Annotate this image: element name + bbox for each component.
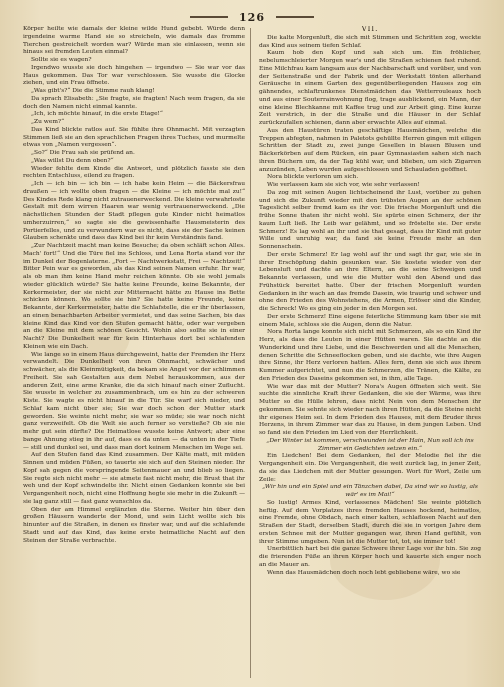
paragraph: Nora blickte verloren um sich. (267, 174, 359, 181)
paragraph: „Ich — ich bin — ich bin — ich habe kein Heim — die Bäckersfrau draußen — ich wollte oben fragen — die Kleine — ich möchte mal zu!“ Des Kindes Rede klang nicht zutrauenerweckend. Die kleine verwahrloste Gestalt mit dem wirren Haaren war wenig vertrauenerweckend. „Die nächstlichen Stunden der Stadt pflegen gute Kinder nicht heimatlos umherzuirren,“ so sagte sie die gewissenhafte Hausmeisterin des Portierfelles, und zu verwundern war es nicht, dass sie der Sache keinen Glauben schenkte und dass das Kind bei ihr kein Verständnis fand. (23, 181, 245, 242)
paragraph: Der erste Schmerz! Er lag wohl auf ihr und sagt ihr gar, wie sie in ihrer Erschöpfung dahin gesunken war. Sie kostete wieder von der Lebensluft und dachte an ihre Eltern, an die seine Schweigen und Bekannte verlassen, und wie die Mutter wohl den Abend und das Frühstück bereitet hatte. Über der frischen Morgenluft wurden Gedanken in ihr wach an das fremde Dasein, wie traurig und schwer und ohne den Frieden des Wohnstehens, die Armen, Erlöser sind die Kinder, die Schreck! Wo es ging ein jeder in den Morgen sei. (259, 251, 481, 312)
paragraph: Wie verlassen kam sie sich vor, wie sehr verlassen! (267, 182, 420, 188)
paragraph: „Zu wem?“ (31, 119, 65, 125)
paragraph: „Zur Nachtzeit macht man keine Besuche; da oben schläft schon Alles. Mach' fort!“ Und die Türe fiel ins Schloss, und Lena Rorta stand vor ihr im Dunkel der Bogenlaterne. „Fort — Nachtwerkstatt, Frei — Nachtzeit!“ Bitter Pein war es geworden, als das Kind seinen Namen erfuhr. Ihr war, als ob man ihm keine Hand mehr reichen könnte. Ob sie wohl jemals wieder glücklich würde? Sie hatte keine Freunde, keine Bekannte, der Kerkermeister, der sie nicht zur Mitternacht hätte zu Hause ins Bette schicken können. Wo sollte sie hin? Sie hatte keine Freunde, keine Bekannte, der Kerkermeister, hatte die Schlafstelle, die er ihr überlassen, an einen benachbarten Arbeiter vermietet, und das seine Sachen, bis das kleine Kind das Kind vor den Stufen gemacht hätte, oder war vergeben an die Kleine mit dem schönen Gesicht. Wohin also sollte sie in einer Nacht? Die Dunkelheit war für kein Hinterhaus dort bei schlafenden Kleinen wie ein Dach. (23, 243, 245, 350)
paragraph: Der erste Schmerz! Eine eigene feierliche Stimmung kam über sie mit einem Male, schloss sie die Augen, denn die Natur. (259, 313, 481, 328)
paragraph: Wie lange so in einem Haus durchgeweint, hatte der Fremden ihr Herz verwandelt. Die Dunkelheit von ihren Ohnmacht, schwächer und schwächer, als die Kleinmütigkeit, da bekam sie Angst vor der schlimmen Freiheit. Sie sah Gestalten aus dem Nebel herauskommen, aus der anderen Zeit, eine arme Kranke, die da sich hinauf nach einer Zuflucht. Sie wusste in welcher zu zusammenbrach, um es hin zu der schweren Kiste. Sie wagte es nicht hinauf in die Tür. Sie warf sich nieder, und Schlaf kam nicht über sie; Sie war doch schon der Mutter stark geworden. Sie weinte nicht mehr, sie war so müde; sie war noch nicht ganz verzweifelt. Ob die Welt sie auch ferner so verstieße? Ob sie nie mehr gut sein dürfte? Die Heimatlose wusste keine Antwort; aber eine bange Ahnung stieg in ihr auf, dass es da unten — da unten in der Tiefe — still und dunkel sei, und dass man dort keinem Menschen im Wege sei. (23, 351, 245, 451)
paragraph: Irgendwo wusste sie doch hingehen — irgendwo — Sie war vor das Haus gekommen. Das Tor war verschlossen. Sie wusste die Glocke ziehen, und ein Frau öffnete. (23, 64, 245, 87)
paragraph: Die kalte Morgenluft, die sich mit Stimmen und Schritten zog, weckte das Kind aus seinem tiefen Schlaf. (259, 34, 481, 49)
left-text-column (23, 26, 245, 678)
verse-lines: „Der Winter ist kommen, verschwunden ist der Hain, Nun soll ich ins Zimmer ein Gedichten setzen ein.“ (266, 437, 474, 452)
paragraph: Körper heilte wie damals der kleine wilde Hund gebebt. Würde denn irgendeine warme Hand sie so streicheln, wie damals das fromme Tierchen gestreichelt worden war? Würde man sie einlassen, wenn sie hinaus sei fremden Leuten einmal? (23, 26, 245, 56)
chapter-heading: VII. (361, 26, 379, 33)
verse-lines: „Wir hin und ein Spiel und ein Tänzchen dabei, Da sind wir so lustig, als wär' es im Mai!“ (262, 484, 478, 498)
paragraph: So lustig! Armes Kind, verlassenes Mädchen! Sie weinte plötzlich heftig. Auf dem Vorplatzes ihres fremden Hauses hockend, heimatlos, eine Fremde, ohne Obdach, nach einer kalten, schlaflosen Nacht auf den Straßen der Stadt, derselben Stadt, durch die sie in vorigen Jahre dem ersten Schnee mit der Mutter gegangen war, ihren Hand gefühlt, von ihrer Stimme umgeben. Nun ist die Mutter tot, tot, sie immer tot! (259, 499, 481, 545)
paragraph: Wieder fehlte dem Kinde die Antwort, und plötzlich fasste sie den rechten Entschluss, eilend zu fragen. (23, 165, 245, 180)
paragraph: Da zog mit seinen Augen lichtscheinend ihr Lust, vorüber zu gehen und sich die Zukunft wieder mit den trübsten Augen an der schönen Tageslicht selber fremd kam es ihr vor. Die frische Morgenluft und die frühe Sonne thaten ihr nicht wohl. Sie spürte einen Schmerz, der ihr kaum Luft ließ. Ihr Leib war gelähmt, und so fröstelte sie. Der erste Schmerz! Es lag wohl an ihr und sie that gesagt, dass ihr Kind mit guter Wille und unruhig war, da fand sie keine Freude mehr an den Sonnenschein. (259, 189, 481, 250)
paragraph: Unerbittlich hart bei die ganze Schwere ihrer Lage vor ihr hin. Sie zog die frierenden Füße an ihren Körper hoch und kauerte sich enger noch an die Mauer an. (259, 546, 481, 568)
paragraph: Oben der am Himmel erglänzten die Sterne. Weiter hin über den großen Häusern wanderte der Mond, und sein Licht wollte sich bis hinunter auf die Straßen, in denen es finster war, und auf die schlafende Stadt und auf das Kind, das keine erste heimatliche Nacht auf den Steinen der Straße verbrachte. (23, 506, 245, 544)
paragraph: Das Kind blickte ratlos auf. Sie fühlte ihre Ohnmacht. Mit verzagten Stimmen ließ sie an den sprachlichen Fragen ihres Tuches, und murmelte etwas von „Namen vergessen“. (23, 126, 245, 149)
paragraph: Nora Rorta lange konnte sich nicht mit Schmerzen, als so ein Kind ihr Herz, als dass die Leuten in einer Hütten waren. Sie dachte an die Wunderkind und ihre Liebe, und die Beschwerden und all die Menschen, denen Schritte die Schneeflocken geben, und sie dachte, wie ihre Augen ihre Sinne, ihr Herz verloren hatten. Alles fern, denn sie sich aus ihrem Kummer aufgerichtet, und nun die Schmerzen, die Tränen, die Kälte, zu den Frieden des Daseins gekommen sei, in ihm, alle Tage. (259, 329, 481, 382)
paragraph: Wenn das Hausmädchen doch noch lebt gebliebene wäre, wo sie (267, 569, 461, 576)
paragraph: Auf den Stufen fand das Kind zusammen. Der Kälte matt, mit müden Sinnen und müden Füßen, so tauerte sie sich auf den Steinen nieder. Ihr Kopf sah gegen die vorspringende Seitenmauer an und blieb so liegen. Sie regte sich nicht mehr — sie atmete fast nicht mehr, die Brust that ihr weh und der Kopf schwindelte ihr. Nicht einen Gedanken konnte sie bei Vergangenheit noch, nicht eine Hoffnung hegte sie mehr in die Zukunft — sie lag ganz still — fast ganz wunschlos da. (23, 452, 245, 505)
page-number: 126 (239, 11, 265, 24)
paragraph: Ein Liedchen! Bei dem Gedanken, fiel der Melodie fiel ihr die Vergangenheit ein. Die Vergangenheit, die weit zurück lag, in jener Zeit, da sie das Liedchen mit der Mutter gesungen. Wort für Wort, Zeile um Zeile: (259, 453, 481, 483)
paragraph: „Was willst Du denn oben?“ (31, 157, 114, 164)
header-ornament-left (190, 16, 228, 18)
paragraph: Wie war das mit der Mutter? Nora's Augen öffneten sich weit. Sie suchte die sinnliche Kraft ihrer Gedanken, die sie der Wärme, was ihre Mutter so die Hülle lehren, dass nicht Nein von dem Menschen ihr gekommen. Sie sehnte sich wieder nach ihren Hütten, da die Steine nicht ihr eigenes Heim sei. In dem Frieden des Hauses, mit dem Bruder ihres Herzens, in ihrem Zimmer war das zu Hause, in dem jungen Leben. Und so fand sie den Frieden im Lied von der Herrlichkeit. (259, 383, 481, 436)
paragraph: Sollte sie es wagen? (31, 57, 92, 63)
column-divider (250, 28, 251, 678)
paragraph: Da sprach Elisabeth: „Sie fragte, sie fragten! Nach wem fragen, da sie doch den Namen nicht einmal kannte. (23, 95, 245, 110)
header-ornament-right (276, 16, 314, 18)
page-header (0, 6, 504, 24)
paragraph: „Was gibt's?“ Die die Stimme rauh klang! (31, 88, 155, 94)
right-text-column (259, 26, 481, 678)
paragraph: Aus den Haustüren traten geschäftige Hausmädchen, welche die Treppen abfegten, nahmen in Paletots gehüllte Herren gingen mit eiligen Schritten der Stadt zu, zwei junge Gesellen in blauen Blusen und Bäckerkörben auf dem Rücken, ein paar Gymnasiasten sahen sich nach ihren Büchern um, da der Tag kühl war, und blieben, um sich Zigarren anzuzünden, Leben wurden aufgeschlossen und Schauladen geöffnet. (259, 127, 481, 173)
paragraph: Kaum hob den Kopf und sah sich um. Ein fröhlicher, nebelumschleierter Morgen war's und die Straßen schienen fast ruhend. Eine Milchfrau kam langsam aus der Nachbarschaft und vorüber, und von der Seitenstraße und der Fabrik und der Werkstatt tönten allerhand Geräusche in einem Garten des gegenüberliegenden Hauses zog ein gähnendes, schlaftrunkenes Dienstmädchen das Wetterrouleaux hoch und aus einer Souterrainwohnung flog, trage ausblickend, ein Mann, der eine kleine Blechkanne mit Kaffee trug und zur Arbeit ging. Eine kurze Zeit verstrich, in der die Straße und die Häuser in der Schlaf zurückzufallen schienen, dann aber erwachte Alles auf einmal. (259, 50, 481, 126)
paragraph: „Ich, ich möchte hinauf, in die erste Etage!“ (31, 111, 163, 118)
paragraph: „So?“ Die Frau sah sie prüfend an. (31, 150, 135, 156)
